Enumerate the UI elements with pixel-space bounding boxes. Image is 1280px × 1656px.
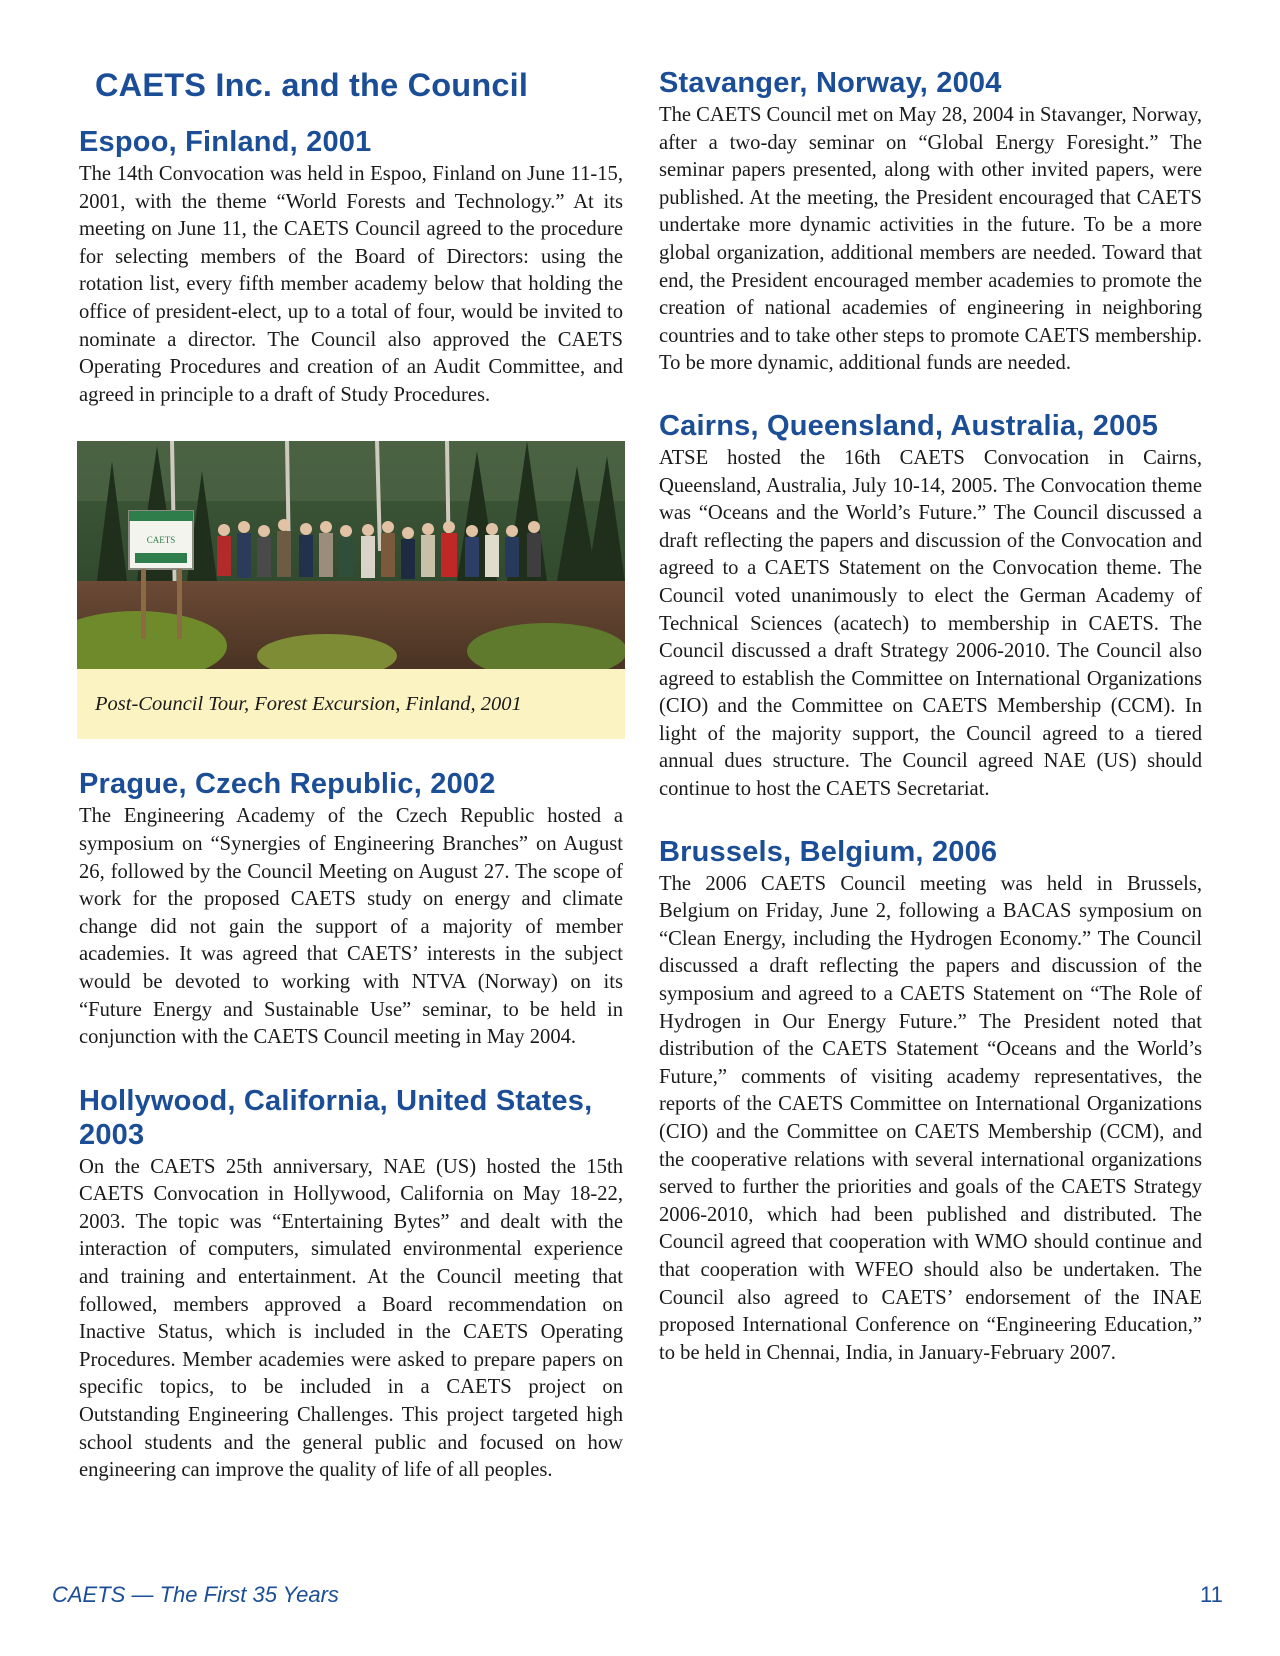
section-body: The Engineering Academy of the Czech Republic hosted a symposium on “Synergies of Engineering Branches” on August 26, followed by the Council Meeting on August 27. The scope of work for the proposed CAETS study on energy and climate change did not gain the support of a majority of member academies. It was agreed that CAETS’ interests in the subject would be devoted to working with NTVA (Norway) on its “Future Energy and Sustainable Use” seminar, to be held in conjunction with the CAETS Council meeting in May 2004.	[79, 805, 623, 1049]
page-number: 11	[1200, 1582, 1223, 1607]
photo-figure	[77, 441, 625, 739]
section-heading: Cairns, Queensland, Australia, 2005	[659, 409, 1159, 442]
section-stavanger	[659, 66, 1202, 378]
photo-caption: Post-Council Tour, Forest Excursion, Finland, 2001	[95, 692, 522, 715]
section-body: ATSE hosted the 16th CAETS Convocation in Cairns, Queensland, Australia, July 10-14, 2005. The Convocation theme was “Oceans and the World’s Future.” The Council discussed a draft reflecting the papers and discussion of the Convocation and agreed to a CAETS Statement on the Convocation theme. The Council voted unanimously to elect the German Academy of Technical Sciences (acatech) to membership in CAETS. The Council discussed a draft Strategy 2006-2010. The Council also agreed to establish the Committee on International Organizations (CIO) and the Committee on CAETS Membership (CCM). In light of the majority support, the Council agreed to a tiered annual dues structure. The Council agreed NAE (US) should continue to host the CAETS Secretariat.	[659, 446, 1202, 801]
section-brussels	[659, 835, 1202, 1368]
forest-excursion-photo	[77, 441, 625, 669]
section-prague	[79, 767, 623, 1051]
caption-band	[77, 669, 625, 739]
section-cairns	[659, 409, 1202, 804]
section-espoo	[79, 125, 623, 409]
footer-publication: CAETS — The First 35 Years	[52, 1582, 339, 1607]
right-column	[659, 66, 1202, 1398]
section-body: The 2006 CAETS Council meeting was held in Brussels, Belgium on Friday, June 2, following a BACAS symposium on “Clean Energy, including the Hydrogen Economy.” The Council discussed a draft reflecting the papers and discussion of the symposium and agreed to a CAETS Statement on “The Role of Hydrogen in Our Energy Future.” The President noted that distribution of the CAETS Statement “Oceans and the World’s Future,” comments of visiting academy representatives, the reports of the CAETS Committee on International Organizations (CIO) and the Committee on CAETS Membership (CCM), and the cooperative relations with several international organizations served to further the priorities and goals of the CAETS Strategy 2006-2010, which had been published and distributed. The Council agreed that cooperation with WMO should continue and that cooperation with WFEO should also be undertaken. The Council also agreed to CAETS’ endorsement of the INAE proposed International Conference on “Engineering Education,” to be held in Chennai, India, in January-February 2007.	[659, 872, 1202, 1364]
section-hollywood	[79, 1084, 623, 1485]
sign-text: CAETS	[146, 535, 176, 546]
page-title: CAETS Inc. and the Council	[95, 67, 529, 103]
section-heading: Prague, Czech Republic, 2002	[79, 768, 496, 801]
section-heading: Brussels, Belgium, 2006	[659, 835, 998, 868]
left-column	[79, 66, 623, 1517]
section-heading: Hollywood, California, United States, 2003	[79, 1084, 593, 1151]
section-body: The 14th Convocation was held in Espoo, Finland on June 11-15, 2001, with the theme “World Forests and Technology.” At its meeting on June 11, the CAETS Council agreed to the procedure for selecting members of the Board of Directors: using the rotation list, every fifth member academy below that holding the office of president-elect, up to a total of four, would be invited to nominate a director. The Council also approved the CAETS Operating Procedures and creation of an Audit Committee, and agreed in principle to a draft of Study Procedures.	[79, 163, 623, 406]
section-heading: Espoo, Finland, 2001	[79, 126, 372, 158]
section-body: The CAETS Council met on May 28, 2004 in Stavanger, Norway, after a two-day seminar on “Global Energy Foresight.” The seminar papers presented, along with other invited papers, were published. At the meeting, the President encouraged that CAETS undertake more dynamic activities in the future. To be a more global organization, additional members are needed. Toward that end, the President encouraged member academies to promote the creation of national academies of engineering in neighboring countries and to take other steps to promote CAETS membership. To be more dynamic, additional funds are needed.	[659, 104, 1202, 375]
section-body: On the CAETS 25th anniversary, NAE (US) hosted the 15th CAETS Convocation in Hollywood, California on May 18-22, 2003. The topic was “Entertaining Bytes” and dealt with the interaction of computers, simulated environmental experience and training and entertainment. At the Council meeting that followed, members approved a Board recommendation on Inactive Status, which is included in the CAETS Operating Procedures. Member academies were asked to prepare papers on specific topics, to be included in a CAETS project on Outstanding Engineering Challenges. This project targeted high school students and the general public and focused on how engineering can improve the quality of life of all peoples.	[79, 1155, 623, 1482]
section-heading: Stavanger, Norway, 2004	[659, 67, 1002, 99]
